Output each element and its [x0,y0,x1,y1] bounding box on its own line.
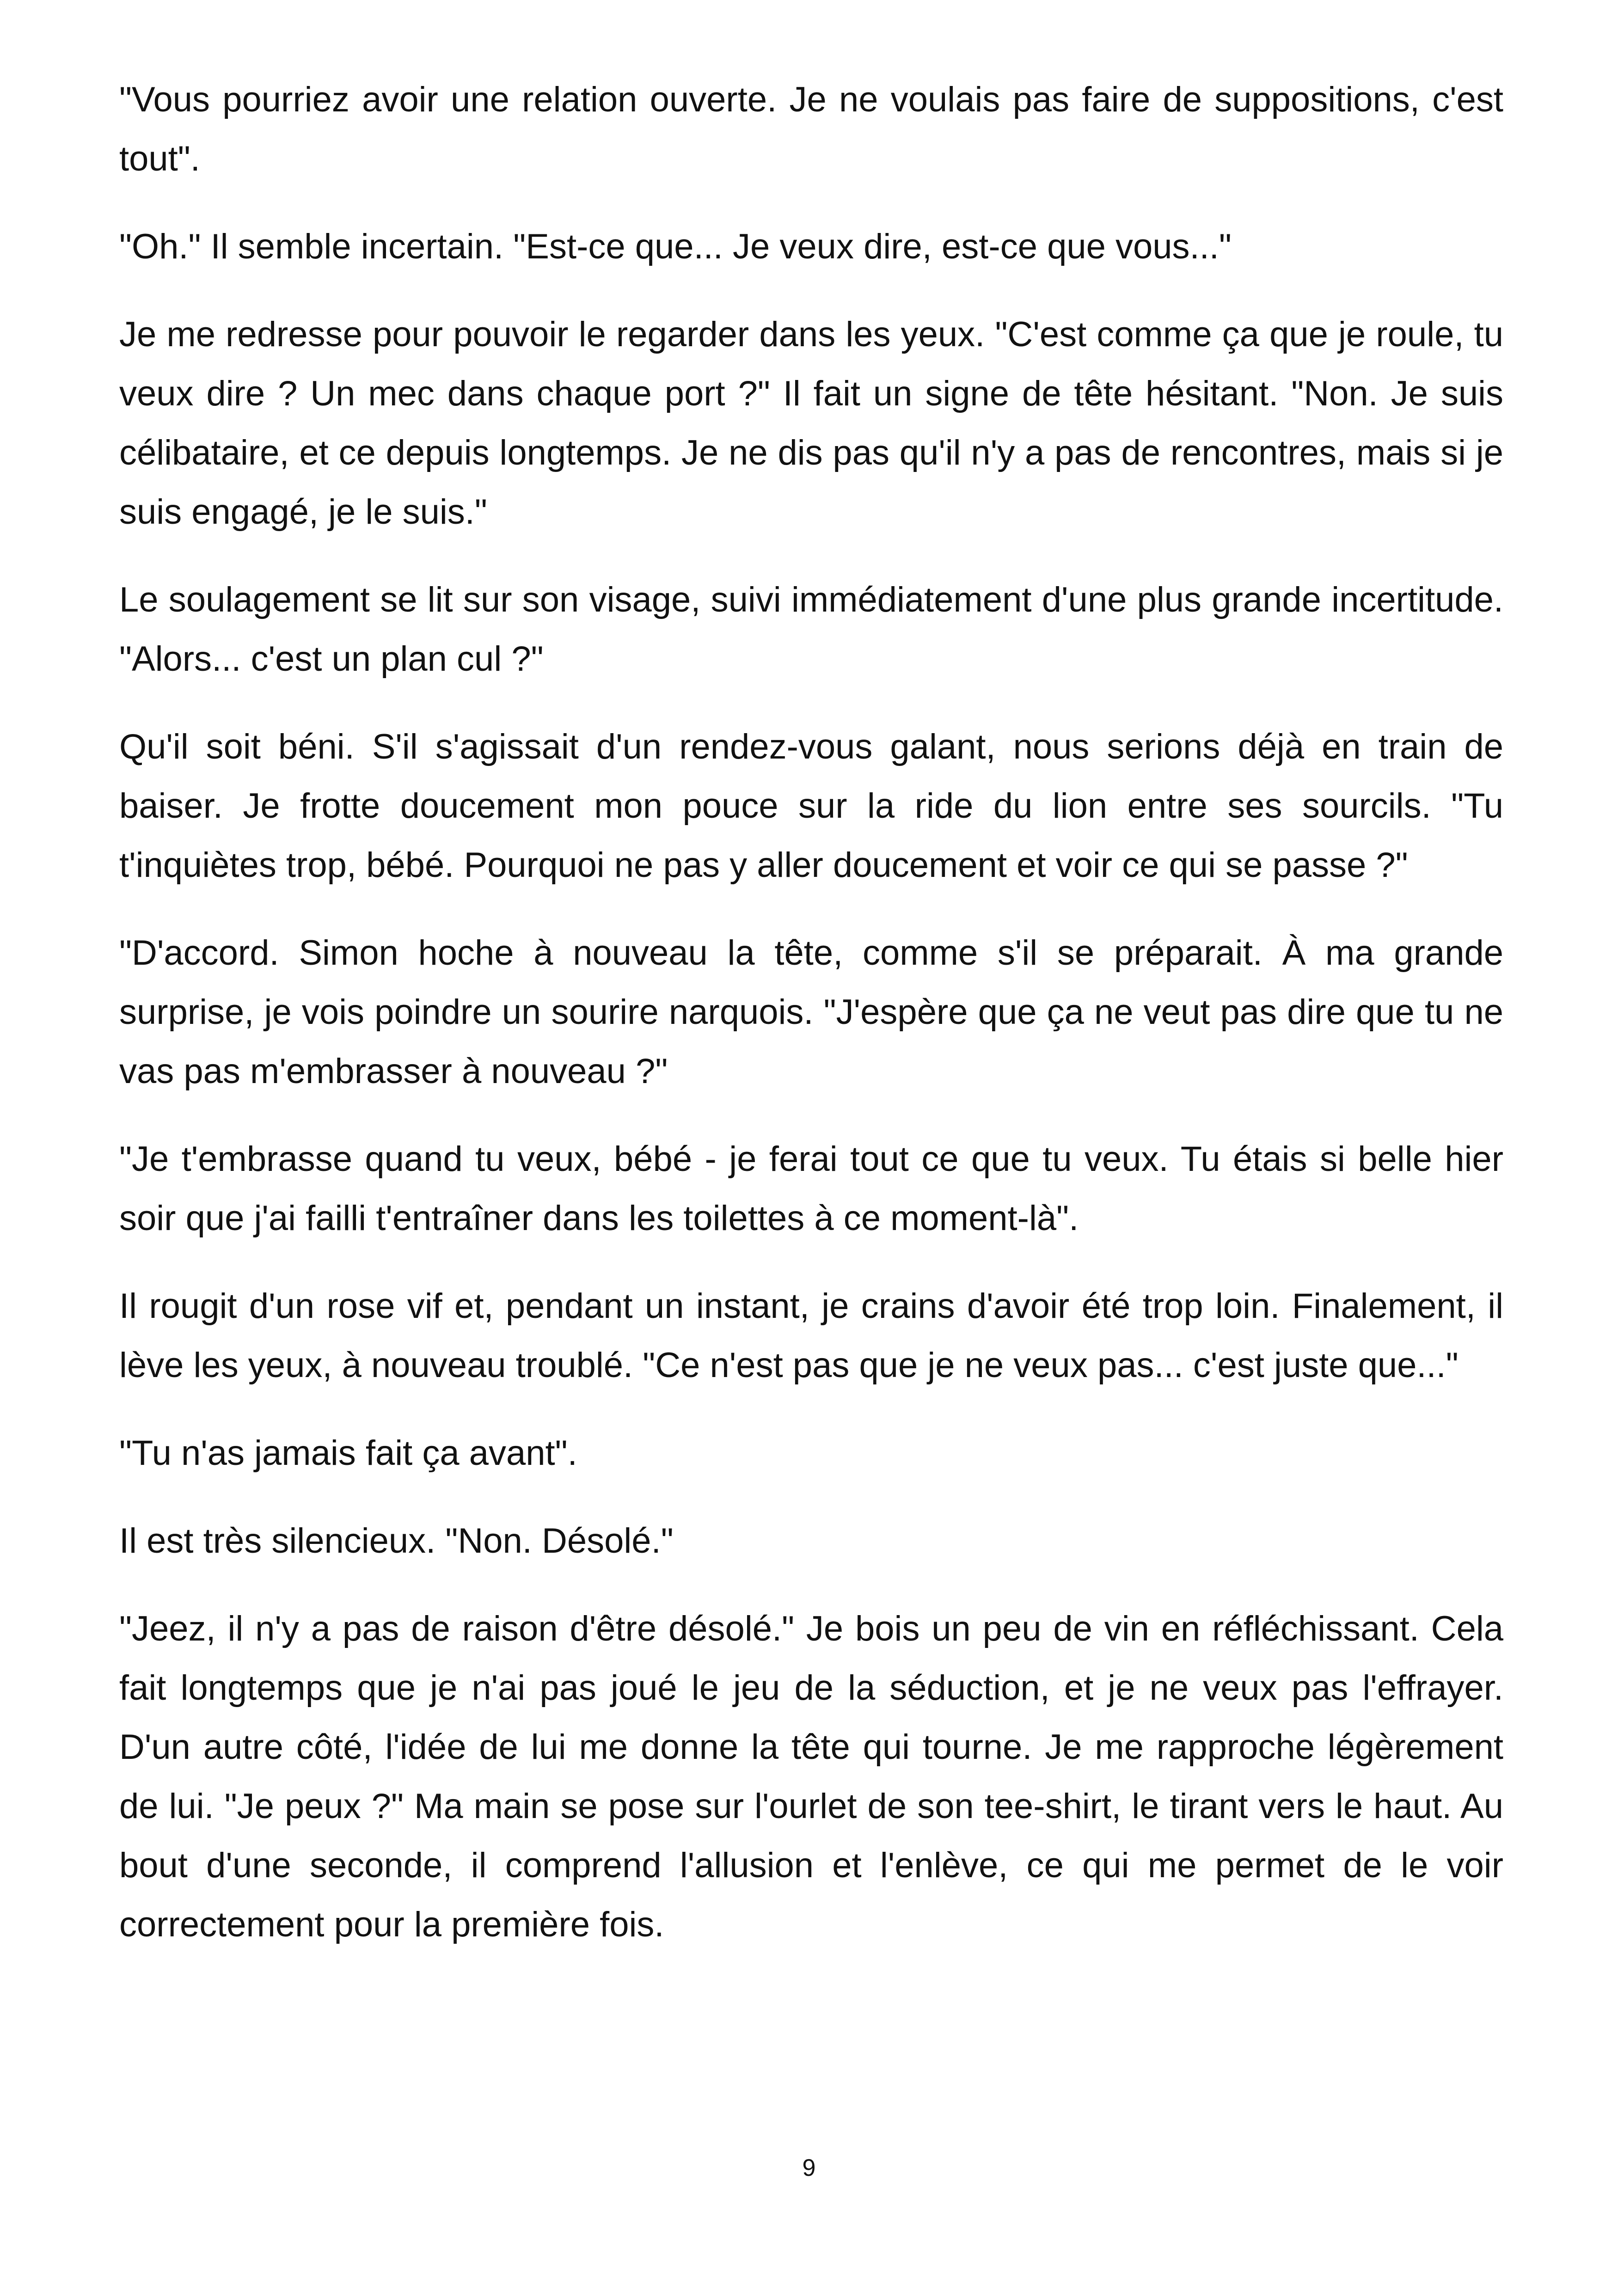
paragraph: Qu'il soit béni. S'il s'agissait d'un rendez-vous galant, nous serions déjà en train de baiser. Je frotte doucement mon pouce sur la ride du lion entre ses sourcils. "Tu t'inquiètes trop, bébé. Pourquoi ne pas y aller doucement et voir ce qui se passe ?" [119,727,1503,885]
paragraph: "D'accord. Simon hoche à nouveau la tête, comme s'il se préparait. À ma grande surprise, je vois poindre un sourire narquois. "J'espère que ça ne veut pas dire que tu ne vas pas m'embrasser à nouveau ?" [119,933,1503,1091]
page-number: 9 [802,2155,816,2181]
paragraph: Il rougit d'un rose vif et, pendant un instant, je crains d'avoir été trop loin. Finalement, il lève les yeux, à nouveau troublé. "Ce n'est pas que je ne veux pas... c'est juste que..." [119,1286,1503,1385]
paragraph: Il est très silencieux. "Non. Désolé." [119,1521,674,1561]
paragraph: Je me redresse pour pouvoir le regarder dans les yeux. "C'est comme ça que je roule, tu veux dire ? Un mec dans chaque port ?" Il fait un signe de tête hésitant. "Non. Je suis célibataire, et ce depuis longtemps. Je ne dis pas qu'il n'y a pas de rencontres, mais si je suis engagé, je le suis." [119,315,1503,532]
paragraph: Le soulagement se lit sur son visage, suivi immédiatement d'une plus grande incertitude. "Alors... c'est un plan cul ?" [119,580,1503,679]
paragraph: "Jeez, il n'y a pas de raison d'être désolé." Je bois un peu de vin en réfléchissant. Cela fait longtemps que je n'ai pas joué le jeu de la séduction, et je ne veux pas l'effrayer. D'un autre côté, l'idée de lui me donne la tête qui tourne. Je me rapproche légèrement de lui. "Je peux ?" Ma main se pose sur l'ourlet de son tee-shirt, le tirant vers le haut. Au bout d'une seconde, il comprend l'allusion et l'enlève, ce qui me permet de le voir correctement pour la première fois. [119,1609,1503,1944]
paragraph: "Oh." Il semble incertain. "Est-ce que... Je veux dire, est-ce que vous..." [119,227,1232,266]
paragraph: "Je t'embrasse quand tu veux, bébé - je ferai tout ce que tu veux. Tu étais si belle hier soir que j'ai failli t'entraîner dans les toilettes à ce moment-là". [119,1139,1503,1238]
paragraph: "Tu n'as jamais fait ça avant". [119,1433,577,1473]
body-text [119,70,1503,1983]
paragraph: "Vous pourriez avoir une relation ouverte. Je ne voulais pas faire de suppositions, c'est tout". [119,80,1503,178]
